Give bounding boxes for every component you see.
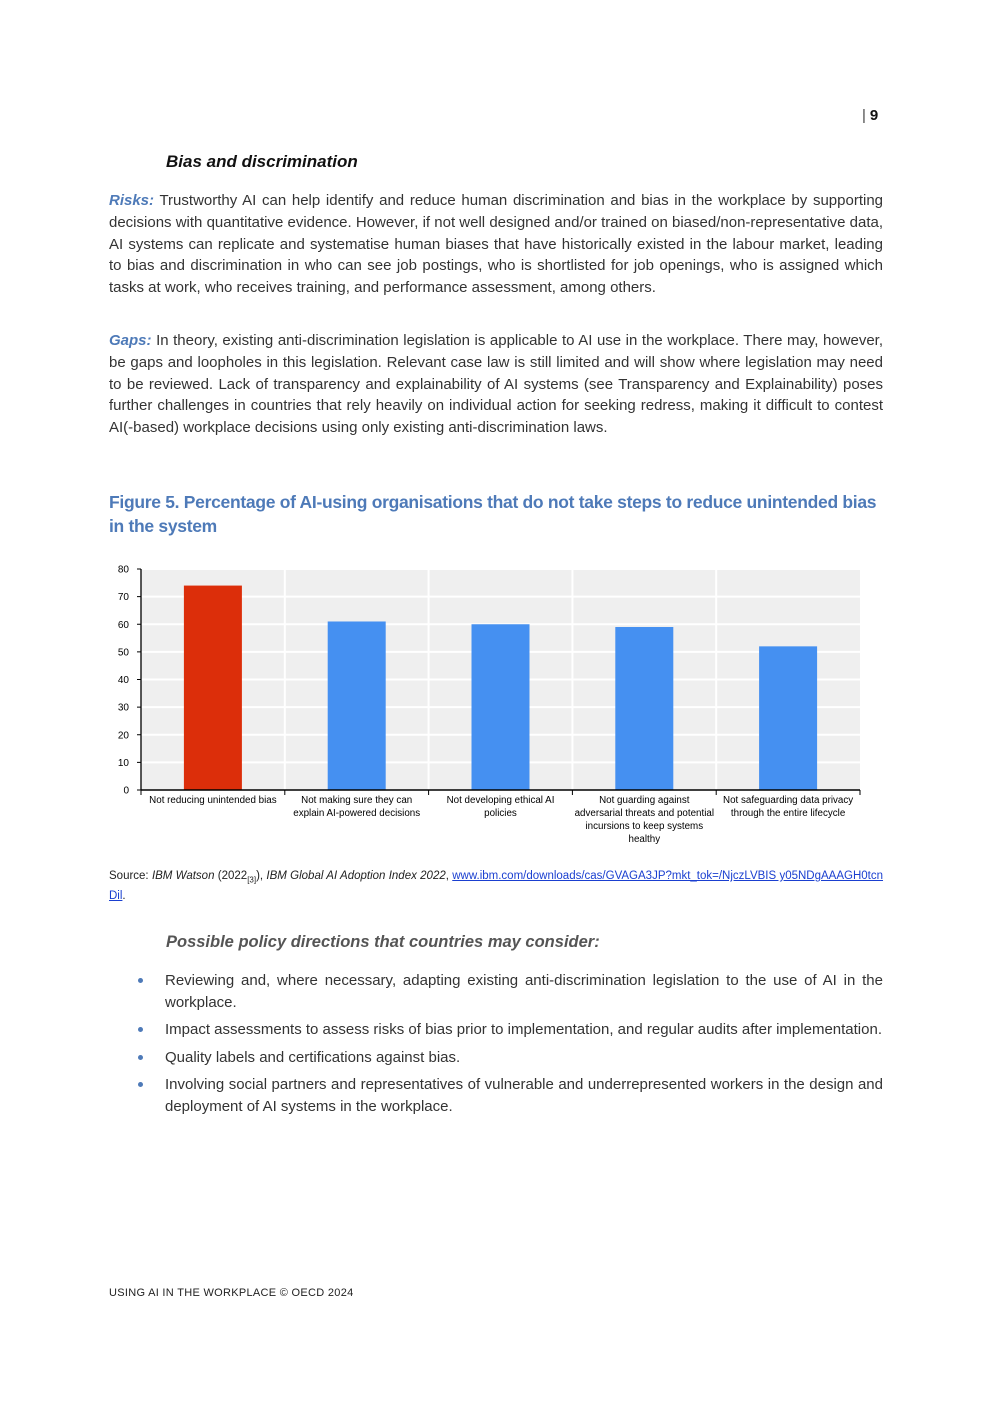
bar <box>184 586 242 790</box>
y-tick-label: 80 <box>117 564 129 576</box>
y-tick-label: 30 <box>117 702 129 714</box>
page-number: | 9 <box>862 107 879 124</box>
source-comma: , <box>445 870 453 882</box>
source-year: (2022 <box>214 870 248 882</box>
bar <box>472 624 530 790</box>
source-link[interactable]: www.ibm.com/downloads/cas/GVAGA3JP?mkt_tok=/NjczLVBIS y05NDgAAAGH0tcnDil <box>109 870 884 903</box>
list-item-text: Involving social partners and representatives of vulnerable and underrepresented workers in the design and deployment of AI systems in the workplace. <box>165 1076 883 1115</box>
gaps-paragraph <box>109 330 883 439</box>
list-item-text: Reviewing and, where necessary, adapting existing anti-discrimination legislation to the use of AI in the workplace. <box>165 972 883 1011</box>
bullet-icon <box>138 1082 143 1087</box>
source-sep: ), <box>256 870 267 882</box>
source-author: IBM Watson <box>151 870 215 882</box>
bullet-icon <box>138 978 143 983</box>
x-tick-label: Not safeguarding data privacy through the entire lifecycle <box>723 795 854 819</box>
y-tick-label: 0 <box>123 785 129 797</box>
figure-title: Figure 5. Percentage of AI-using organisations that do not take steps to reduce unintended bias in the system <box>109 492 877 536</box>
bullet-icon <box>138 1027 143 1032</box>
y-tick-label: 40 <box>117 675 129 686</box>
source-note <box>109 868 883 905</box>
list-item <box>134 1019 883 1041</box>
y-tick-label: 60 <box>117 619 129 631</box>
list-item <box>134 1074 883 1117</box>
y-tick-label: 20 <box>117 730 129 742</box>
policy-heading: Possible policy directions that countries may consider: <box>166 933 600 951</box>
source-end: . <box>122 890 126 903</box>
bar <box>615 627 673 790</box>
y-tick-label: 50 <box>117 647 129 659</box>
source-label: Source: <box>109 870 152 882</box>
risks-text: Trustworthy AI can help identify and reduce human discrimination and bias in the workplace by supporting decisions with quantitative evidence. However, if not well designed and/or trained on biased/non-representative data, AI systems can replicate and systematise human biases that have historically existed in the labour market, leading to bias and discrimination in who can see job postings, who is shortlisted for job openings, who is assigned which tasks at work, who receives training, and performance assessment, among others. <box>109 192 883 297</box>
source-ref[interactable]: [3] <box>247 875 257 885</box>
y-tick-label: 70 <box>117 592 129 604</box>
risks-lead: Risks: <box>109 192 155 209</box>
x-tick-label: Not making sure they can explain AI-powered decisions <box>293 795 421 819</box>
risks-paragraph <box>109 190 883 299</box>
list-item-text: Impact assessments to assess risks of bias prior to implementation, and regular audits after implementation. <box>165 1021 882 1038</box>
bullet-icon <box>138 1055 143 1060</box>
x-tick-label: Not guarding against adversarial threats and potential incursions to keep systems healthy <box>574 795 715 845</box>
page-footer: USING AI IN THE WORKPLACE © OECD 2024 <box>109 1287 354 1299</box>
section-heading: Bias and discrimination <box>166 152 358 171</box>
policy-list <box>134 970 883 1123</box>
list-item <box>134 1047 883 1069</box>
bar <box>759 646 817 790</box>
page-number-value: 9 <box>869 107 879 124</box>
source-title: IBM Global AI Adoption Index 2022 <box>266 870 446 882</box>
bar <box>328 621 386 790</box>
x-tick-label: Not developing ethical AI policies <box>446 795 555 819</box>
x-tick-label: Not reducing unintended bias <box>149 795 277 806</box>
list-item-text: Quality labels and certifications against bias. <box>165 1048 461 1066</box>
gaps-text: In theory, existing anti-discrimination legislation is applicable to AI use in the workplace. There may, however, be gaps and loopholes in this legislation. Relevant case law is still limited and will show where legislation may need to be reviewed. Lack of transparency and explainability of AI systems (see Transparency and Explainability) poses further challenges in countries that rely heavily on individual action for seeking redress, making it difficult to contest AI(-based) workplace decisions using only existing anti-discrimination laws. <box>109 332 883 437</box>
list-item <box>134 970 883 1013</box>
y-tick-label: 10 <box>117 757 129 769</box>
bar-chart <box>100 555 880 855</box>
gaps-lead: Gaps: <box>109 332 152 349</box>
